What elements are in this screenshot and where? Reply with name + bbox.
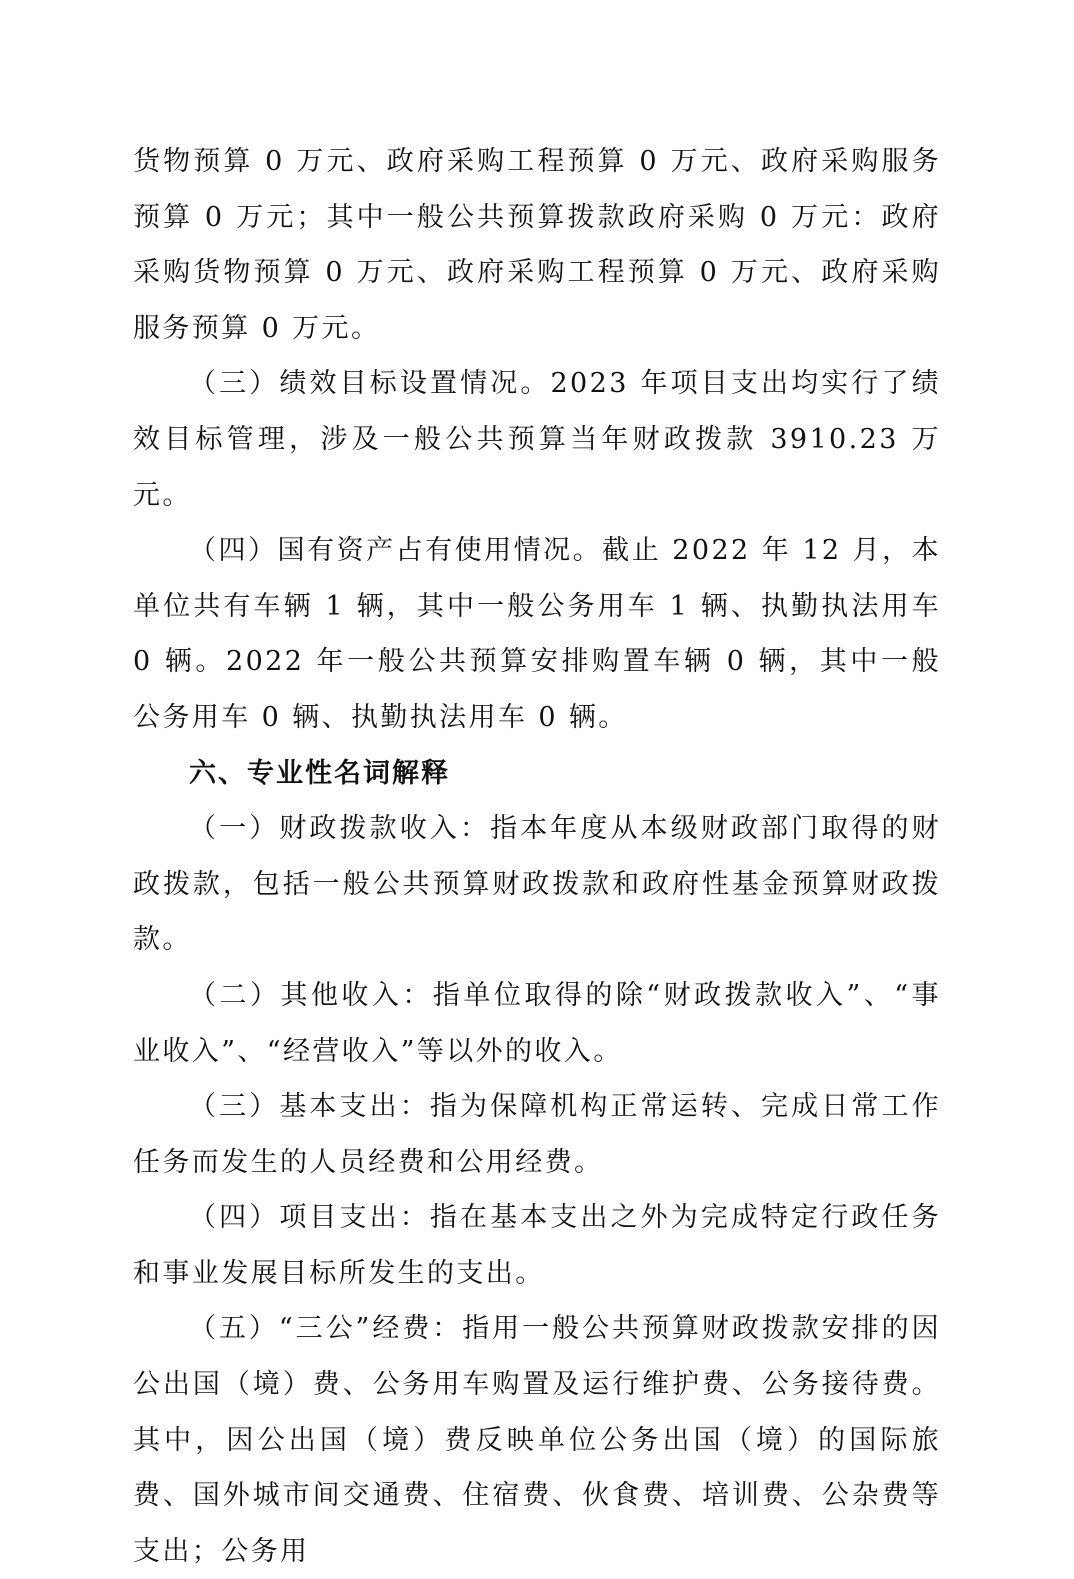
definition-basic-expenditure: （三）基本支出：指为保障机构正常运转、完成日常工作任务而发生的人员经费和公用经费。 — [133, 1091, 941, 1178]
paragraph-performance-targets: （三）绩效目标设置情况。2023 年项目支出均实行了绩效目标管理，涉及一般公共预算当年财政拨款 3910.23 万元。 — [133, 368, 941, 511]
definition-three-public-expenses: （五）“三公”经费：指用一般公共预算财政拨款安排的因公出国（境）费、公务用车购置及运行维护费、公务接待费。其中，因公出国（境）费反映单位公务出国（境）的国际旅费、国外城市间交通费、住宿费、伙食费、培训费、公杂费等支出；公务用 — [133, 1313, 941, 1567]
document-page — [133, 134, 941, 1579]
section-heading-terms: 六、专业性名词解释 — [189, 757, 450, 789]
definition-project-expenditure: （四）项目支出：指在基本支出之外为完成特定行政任务和事业发展目标所发生的支出。 — [133, 1202, 941, 1289]
definition-other-income: （二）其他收入：指单位取得的除“财政拨款收入”、“事业收入”、“经营收入”等以外的收入。 — [133, 979, 941, 1067]
continued-paragraph-procurement: 货物预算 0 万元、政府采购工程预算 0 万元、政府采购服务预算 0 万元；其中一般公共预算拨款政府采购 0 万元：政府采购货物预算 0 万元、政府采购工程预算 0 万元、政府采购服务预算 0 万元。 — [133, 146, 941, 344]
definition-fiscal-appropriation-income: （一）财政拨款收入：指本年度从本级财政部门取得的财政拨款，包括一般公共预算财政拨款和政府性基金预算财政拨款。 — [133, 813, 941, 956]
paragraph-state-assets: （四）国有资产占有使用情况。截止 2022 年 12 月，本单位共有车辆 1 辆，其中一般公务用车 1 辆、执勤执法用车 0 辆。2022 年一般公共预算安排购置车辆 0 辆，其中一般公务用车 0 辆、执勤执法用车 0 辆。 — [133, 535, 941, 733]
